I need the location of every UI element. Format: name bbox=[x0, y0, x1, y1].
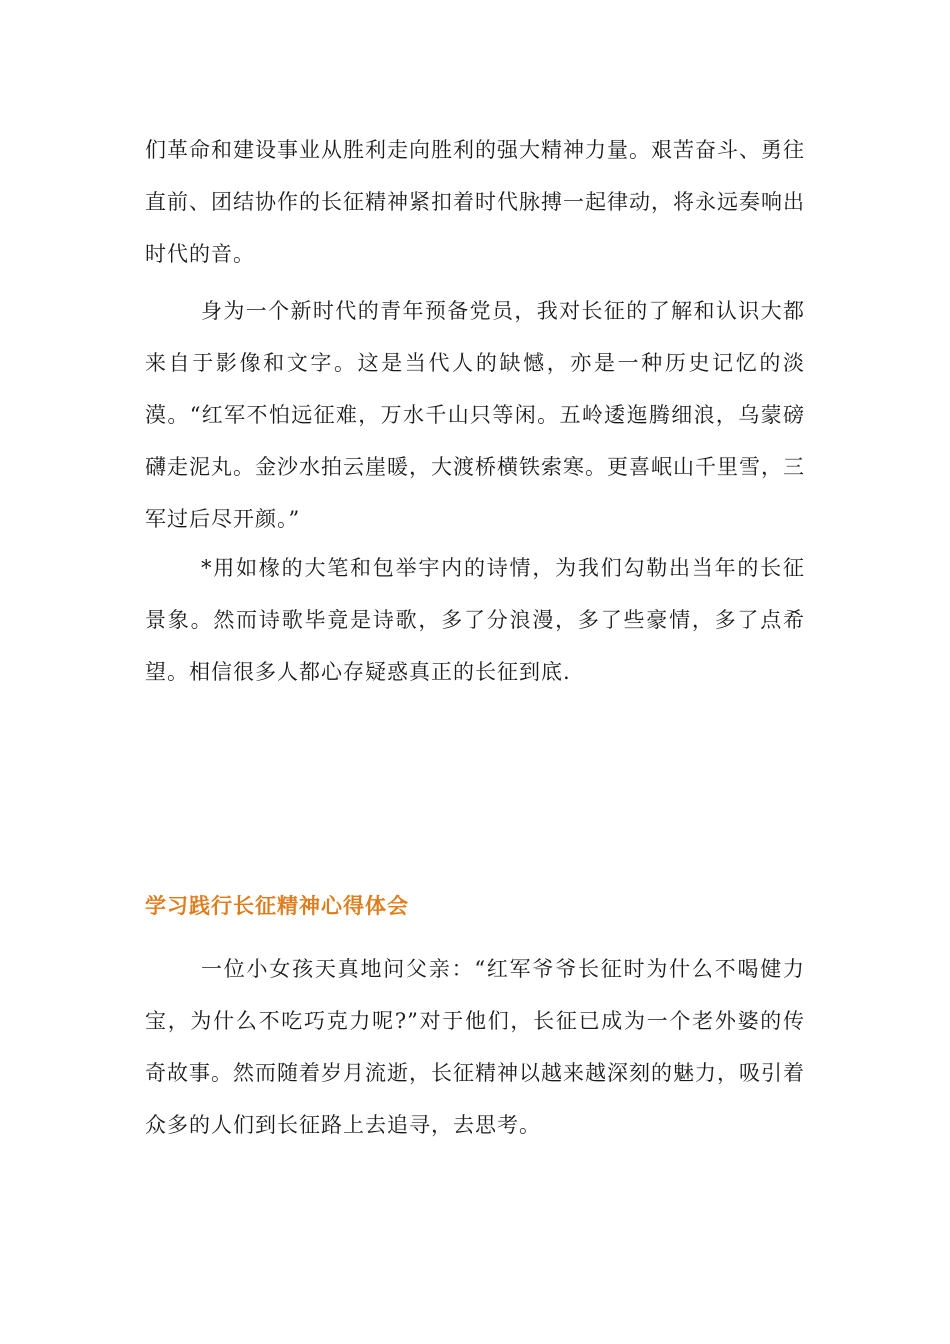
paragraph-poem-commentary: *用如椽的大笔和包举宇内的诗情，为我们勾勒出当年的长征景象。然而诗歌毕竟是诗歌，多了分浪漫，多了些豪情，多了点希望。相信很多人都心存疑惑真正的长征到底. bbox=[145, 556, 805, 684]
section-paragraph: 一位小女孩天真地问父亲：“红军爷爷长征时为什么不喝健力宝，为什么不吃巧克力呢?”对于他们，长征已成为一个老外婆的传奇故事。然而随着岁月流逝，长征精神以越来越深刻的魅力，吸引着众多的人们到长征路上去追寻，去思考。 bbox=[145, 957, 805, 1137]
paragraph-continuation: 们革命和建设事业从胜利走向胜利的强大精神力量。艰苦奋斗、勇往直前、团结协作的长征精神紧扣着时代脉搏一起律动，将永远奏响出时代的音。 bbox=[145, 138, 805, 266]
paragraph-reflection: 身为一个新时代的青年预备党员，我对长征的了解和认识大都来自于影像和文字。这是当代人的缺憾，亦是一种历史记忆的淡漠。“红军不怕远征难，万水千山只等闲。五岭逶迤腾细浪，乌蒙磅礴走泥丸。金沙水拍云崖暖，大渡桥横铁索寒。更喜岷山千里雪，三军过后尽开颜。” bbox=[145, 299, 805, 531]
section-heading: 学习践行长征精神心得体会 bbox=[145, 893, 409, 918]
